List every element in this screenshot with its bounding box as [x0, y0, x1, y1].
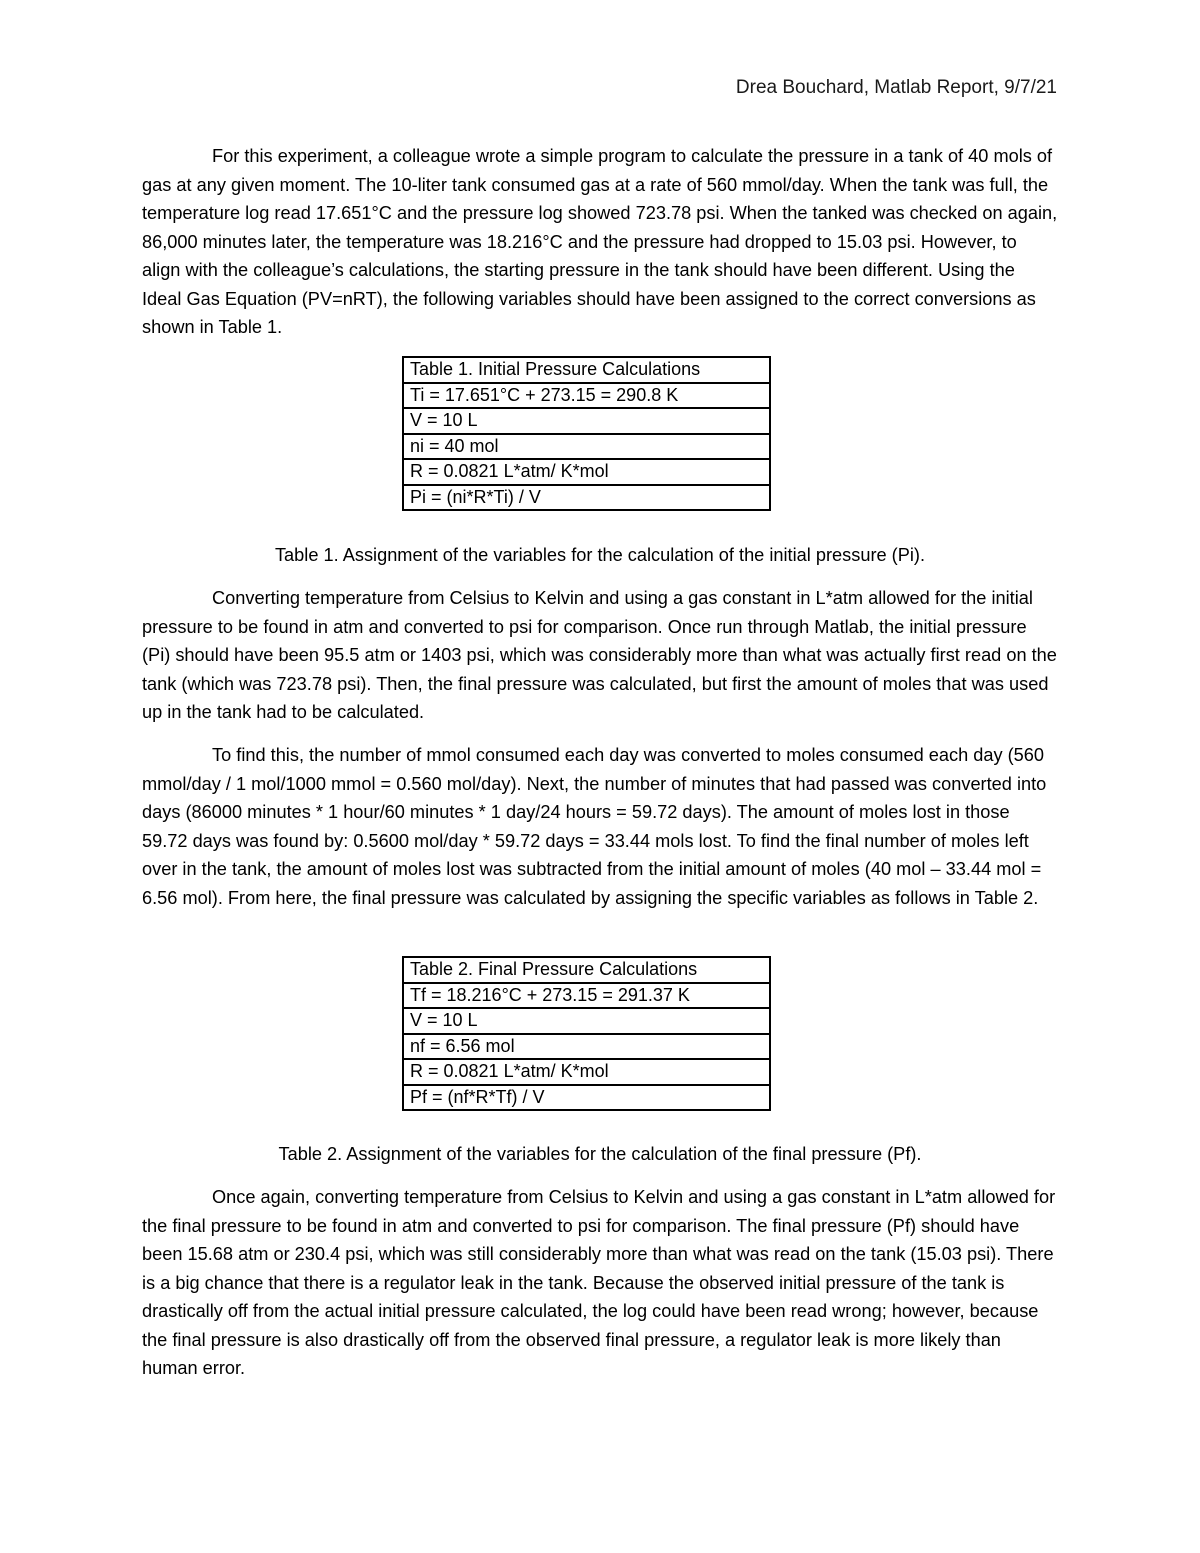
- table-cell: V = 10 L: [403, 1008, 770, 1034]
- table-initial-pressure: [402, 356, 771, 511]
- table-cell: Ti = 17.651°C + 273.15 = 290.8 K: [403, 383, 770, 409]
- paragraph-initial-result: Converting temperature from Celsius to Kelvin and using a gas constant in L*atm allowed for the initial pressure to be found in atm and converted to psi for comparison. Once run through Matlab, the initial pressure (Pi) should have been 95.5 atm or 1403 psi, which was considerably more than what was actually first read on the tank (which was 723.78 psi). Then, the final pressure was calculated, but first the amount of moles that was used up in the tank had to be calculated.: [142, 588, 1057, 722]
- table-cell: Pf = (nf*R*Tf) / V: [403, 1085, 770, 1111]
- table-row: [403, 1034, 770, 1060]
- table-cell: Tf = 18.216°C + 273.15 = 291.37 K: [403, 983, 770, 1009]
- table-title-cell: Table 1. Initial Pressure Calculations: [403, 357, 770, 383]
- table-row: [403, 1085, 770, 1111]
- table-row: [403, 957, 770, 983]
- table-cell: ni = 40 mol: [403, 434, 770, 460]
- paragraph-moles-calculation: To find this, the number of mmol consumed each day was converted to moles consumed each day (560 mmol/day / 1 mol/1000 mmol = 0.560 mol/day). Next, the number of minutes that had passed was converted into days (86000 minutes * 1 hour/60 minutes * 1 day/24 hours = 59.72 days). The amount of moles lost in those 59.72 days was found by: 0.5600 mol/day * 59.72 days = 33.44 mols lost. To find the final number of moles left over in the tank, the amount of moles lost was subtracted from the initial amount of moles (40 mol – 33.44 mol = 6.56 mol). From here, the final pressure was calculated by assigning the specific variables as follows in Table 2.: [142, 745, 1047, 908]
- table-row: [403, 434, 770, 460]
- table-cell: V = 10 L: [403, 408, 770, 434]
- paragraph-intro: For this experiment, a colleague wrote a simple program to calculate the pressure in a tank of 40 mols of gas at any given moment. The 10-liter tank consumed gas at a rate of 560 mmol/day. When the tank was full, the temperature log read 17.651°C and the pressure log showed 723.78 psi. When the tanked was checked on again, 86,000 minutes later, the temperature was 18.216°C and the pressure had dropped to 15.03 psi. However, to align with the colleague’s calculations, the starting pressure in the tank should have been different. Using the Ideal Gas Equation (PV=nRT), the following variables should have been assigned to the correct conversions as shown in Table 1.: [142, 146, 1058, 337]
- table-row: [403, 485, 770, 511]
- table-row: [403, 1008, 770, 1034]
- table-1-caption: Table 1. Assignment of the variables for the calculation of the initial pressure (Pi).: [274, 545, 926, 565]
- table-2-caption: Table 2. Assignment of the variables for the calculation of the final pressure (Pf).: [278, 1144, 922, 1164]
- table-row: [403, 408, 770, 434]
- table-row: [403, 1059, 770, 1085]
- table-title-cell: Table 2. Final Pressure Calculations: [403, 957, 770, 983]
- paragraph-conclusion: Once again, converting temperature from Celsius to Kelvin and using a gas constant in L*atm allowed for the final pressure to be found in atm and converted to psi for comparison. The final pressure (Pf) should have been 15.68 atm or 230.4 psi, which was still considerably more than what was read on the tank (15.03 psi). There is a big chance that there is a regulator leak in the tank. Because the observed initial pressure of the tank is drastically off from the actual initial pressure calculated, the log could have been read wrong; however, because the final pressure is also drastically off from the observed final pressure, a regulator leak is more likely than human error.: [142, 1187, 1056, 1378]
- table-row: [403, 357, 770, 383]
- table-final-pressure: [402, 956, 771, 1111]
- table-row: [403, 983, 770, 1009]
- table-row: [403, 459, 770, 485]
- table-cell: R = 0.0821 L*atm/ K*mol: [403, 459, 770, 485]
- table-cell: R = 0.0821 L*atm/ K*mol: [403, 1059, 770, 1085]
- table-cell: Pi = (ni*R*Ti) / V: [403, 485, 770, 511]
- table-cell: nf = 6.56 mol: [403, 1034, 770, 1060]
- table-row: [403, 383, 770, 409]
- document-header: Drea Bouchard, Matlab Report, 9/7/21: [735, 77, 1057, 98]
